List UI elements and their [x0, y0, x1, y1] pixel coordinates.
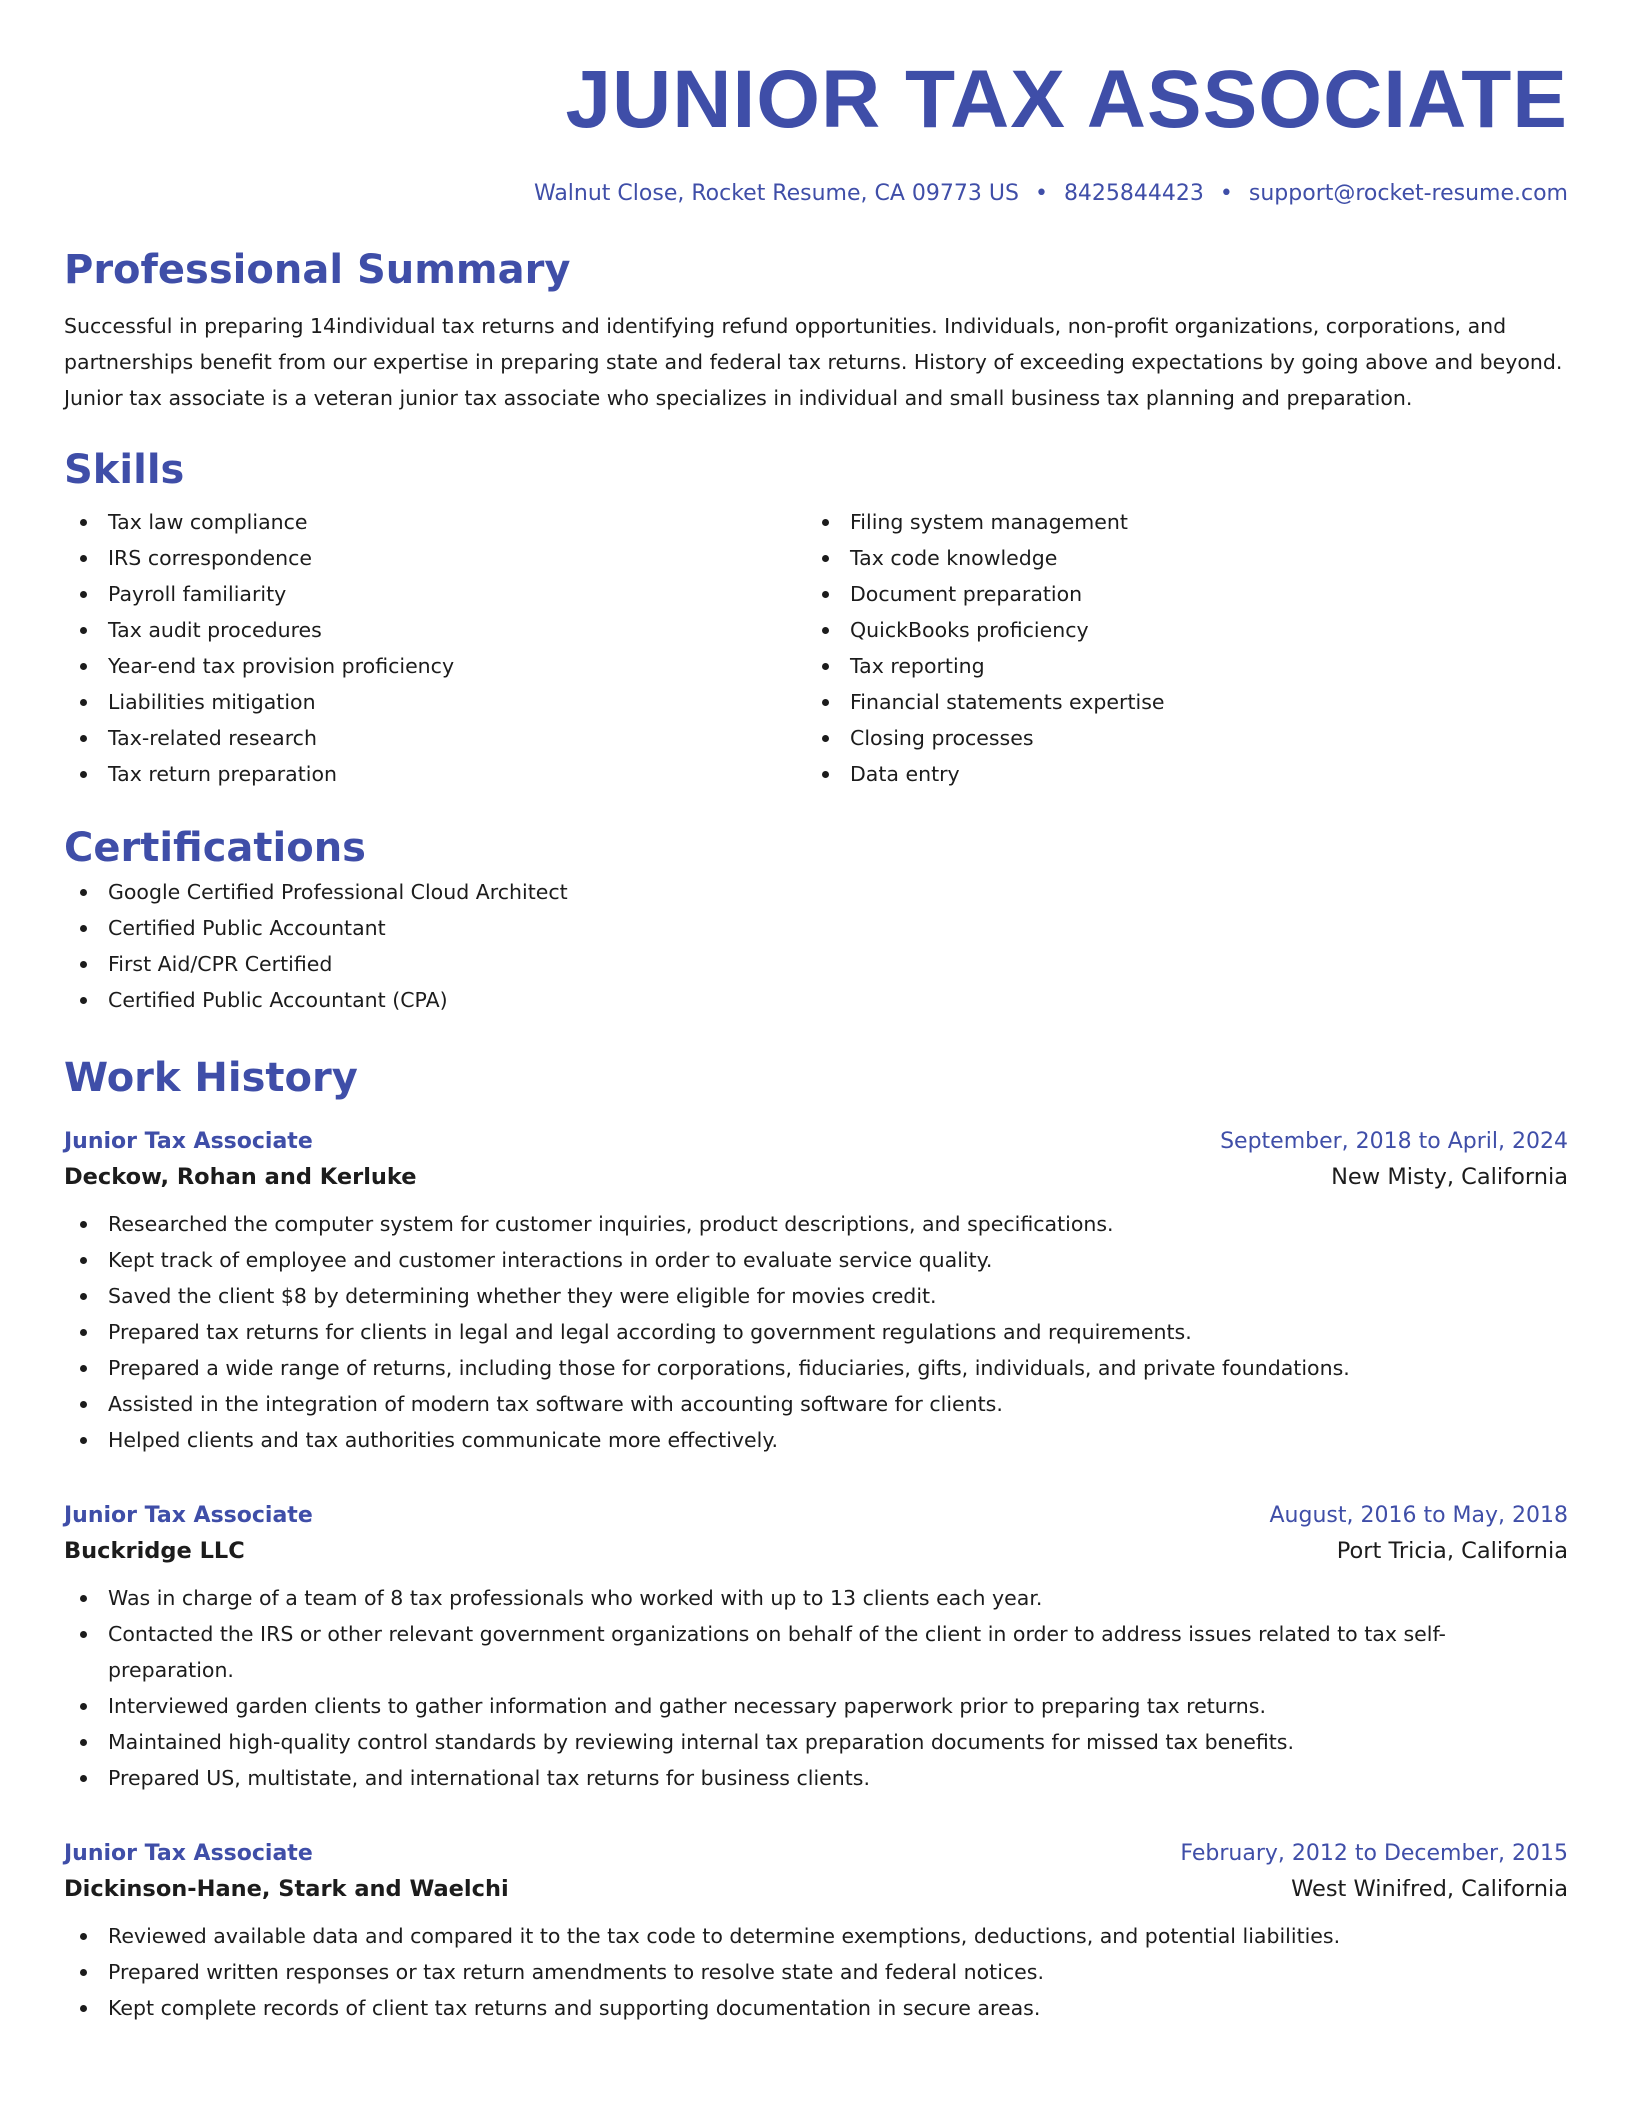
certifications-heading: Certifications	[64, 825, 366, 871]
certification-item: Google Certified Professional Cloud Architect	[64, 874, 1568, 910]
skills-list-right	[806, 504, 1548, 792]
job-bullet: Prepared US, multistate, and international tax returns for business clients.	[64, 1760, 1568, 1796]
skill-item: Filing system management	[806, 504, 1548, 540]
job-bullet: Prepared tax returns for clients in legal and legal according to government regulations and requirements.	[64, 1314, 1568, 1350]
job-bullet: Kept complete records of client tax returns and supporting documentation in secure areas.	[64, 1990, 1568, 2026]
job-bullet: Prepared written responses or tax return amendments to resolve state and federal notices.	[64, 1954, 1568, 1990]
phone-text: 8425844423	[1063, 181, 1204, 206]
skill-item: Data entry	[806, 756, 1548, 792]
job-bullet: Contacted the IRS or other relevant government organizations on behalf of the client in order to address issues related to tax self-preparation.	[64, 1616, 1568, 1688]
contact-line	[64, 178, 1568, 210]
job-bullets	[64, 1206, 1568, 1458]
job-title: Junior Tax Associate	[64, 1841, 313, 1866]
job-bullet: Assisted in the integration of modern tax software with accounting software for clients.	[64, 1386, 1568, 1422]
job-bullet: Reviewed available data and compared it to the tax code to determine exemptions, deductions, and potential liabilities.	[64, 1918, 1568, 1954]
job-bullet: Was in charge of a team of 8 tax professionals who worked with up to 13 clients each year.	[64, 1580, 1568, 1616]
skill-item: Tax audit procedures	[64, 612, 806, 648]
skills-columns	[64, 504, 1568, 792]
skill-item: Year-end tax provision proficiency	[64, 648, 806, 684]
certification-item: Certified Public Accountant	[64, 910, 1568, 946]
job-bullets	[64, 1580, 1568, 1796]
resume-title: JUNIOR TAX ASSOCIATE	[565, 54, 1568, 145]
work-history-heading: Work History	[64, 1055, 358, 1101]
job-bullet: Prepared a wide range of returns, including those for corporations, fiduciaries, gifts, individuals, and private foundations.	[64, 1350, 1568, 1386]
job-location: Port Tricia, California	[1336, 1538, 1568, 1564]
skill-item: Tax code knowledge	[806, 540, 1548, 576]
skill-item: Tax reporting	[806, 648, 1548, 684]
job-entry	[64, 1838, 1568, 2026]
skill-item: Financial statements expertise	[806, 684, 1548, 720]
job-company: Dickinson-Hane, Stark and Waelchi	[64, 1876, 509, 1902]
job-location: New Misty, California	[1331, 1164, 1568, 1190]
skill-item: Tax-related research	[64, 720, 806, 756]
skill-item: Payroll familiarity	[64, 576, 806, 612]
certifications-list	[64, 874, 1568, 1018]
job-company: Deckow, Rohan and Kerluke	[64, 1164, 417, 1190]
email-text: support@rocket-resume.com	[1248, 181, 1568, 206]
job-dates: February, 2012 to December, 2015	[1180, 1841, 1568, 1866]
job-location: West Winifred, California	[1291, 1876, 1568, 1902]
job-bullets	[64, 1918, 1568, 2026]
skills-list-left	[64, 504, 806, 792]
certification-item: Certified Public Accountant (CPA)	[64, 982, 1568, 1018]
job-entry	[64, 1126, 1568, 1458]
job-bullet: Researched the computer system for customer inquiries, product descriptions, and specifications.	[64, 1206, 1568, 1242]
skills-heading: Skills	[64, 447, 185, 493]
summary-heading: Professional Summary	[64, 247, 571, 293]
separator-dot: •	[1219, 181, 1233, 206]
job-entry	[64, 1500, 1568, 1796]
certification-item: First Aid/CPR Certified	[64, 946, 1568, 982]
job-bullet: Maintained high-quality control standards by reviewing internal tax preparation documents for missed tax benefits.	[64, 1724, 1568, 1760]
summary-text: Successful in preparing 14individual tax returns and identifying refund opportunities. Individuals, non-profit organizations, corporations, and partnerships benefit from our expertise in preparing state and federal tax returns. History of exceeding expectations by going above and beyond. Junior tax associate is a veteran junior tax associate who specializes in individual and small business tax planning and preparation.	[64, 314, 1563, 410]
skill-item: Document preparation	[806, 576, 1548, 612]
job-title: Junior Tax Associate	[64, 1129, 313, 1154]
skill-item: IRS correspondence	[64, 540, 806, 576]
resume-page	[64, 52, 1568, 2026]
skill-item: Closing processes	[806, 720, 1548, 756]
skill-item: Tax law compliance	[64, 504, 806, 540]
job-company: Buckridge LLC	[64, 1538, 245, 1564]
skill-item: QuickBooks proficiency	[806, 612, 1548, 648]
job-bullet: Saved the client $8 by determining whether they were eligible for movies credit.	[64, 1278, 1568, 1314]
job-bullet: Interviewed garden clients to gather information and gather necessary paperwork prior to preparing tax returns.	[64, 1688, 1568, 1724]
job-bullet: Helped clients and tax authorities communicate more effectively.	[64, 1422, 1568, 1458]
address-text: Walnut Close, Rocket Resume, CA 09773 US	[533, 181, 1019, 206]
separator-dot: •	[1034, 181, 1048, 206]
job-bullet: Kept track of employee and customer interactions in order to evaluate service quality.	[64, 1242, 1568, 1278]
skill-item: Tax return preparation	[64, 756, 806, 792]
job-dates: September, 2018 to April, 2024	[1220, 1129, 1568, 1154]
skill-item: Liabilities mitigation	[64, 684, 806, 720]
job-title: Junior Tax Associate	[64, 1503, 313, 1528]
job-dates: August, 2016 to May, 2018	[1269, 1503, 1568, 1528]
